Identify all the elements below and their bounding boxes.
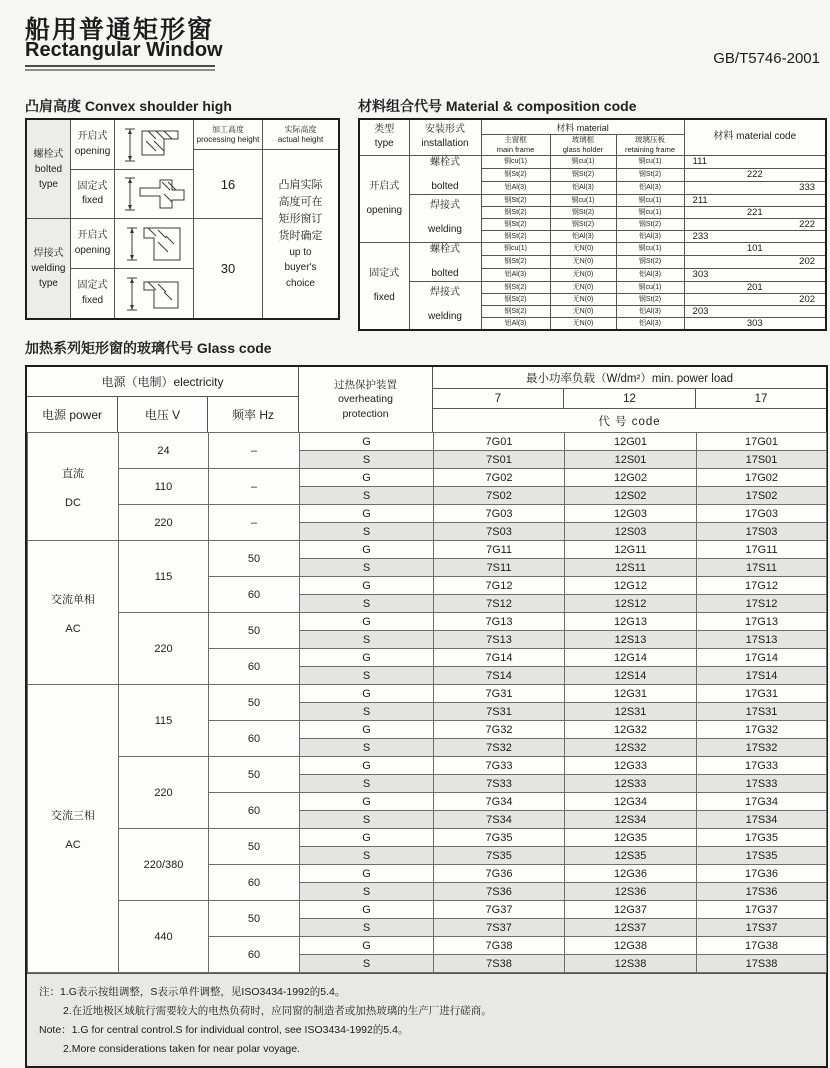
glass-frequency-cell: 60 bbox=[209, 937, 300, 973]
glass-table-body bbox=[28, 433, 827, 973]
glass-code-cell: 7S34 bbox=[434, 811, 565, 829]
glass-code-cell: 17G02 bbox=[697, 469, 827, 487]
glass-header-voltage: 电压 V bbox=[118, 397, 208, 432]
note-cn-2: 2.在近地极区域航行需要较大的电热负荷时，应同窗的制造者或加热玻璃的生产厂进行磋商。 bbox=[63, 1004, 492, 1017]
material-code-cell bbox=[684, 317, 826, 330]
glass-frequency-cell: – bbox=[209, 505, 300, 541]
material-code: 211 bbox=[692, 194, 708, 206]
material-cell: 铜cu(1) bbox=[616, 206, 684, 218]
material-code-cell bbox=[684, 230, 826, 242]
material-code-cell bbox=[684, 194, 826, 206]
glass-code-cell: 7G33 bbox=[434, 757, 565, 775]
material-cell: 无N(0) bbox=[550, 317, 616, 330]
glass-protection-cell: S bbox=[300, 559, 434, 577]
glass-voltage-cell: 115 bbox=[119, 541, 209, 613]
glass-code-cell: 7S36 bbox=[434, 883, 565, 901]
glass-code-cell: 17S11 bbox=[697, 559, 827, 577]
material-code-cell bbox=[684, 206, 826, 218]
material-cell: 铜cu(1) bbox=[550, 194, 616, 206]
material-cell: 钢St(2) bbox=[481, 255, 550, 268]
glass-voltage-cell: 115 bbox=[119, 685, 209, 757]
material-code: 111 bbox=[692, 156, 707, 167]
title-underline bbox=[25, 65, 215, 71]
glass-code-cell: 17G32 bbox=[697, 721, 827, 739]
convex-shoulder-table bbox=[25, 118, 340, 320]
material-cell: 钢St(2) bbox=[616, 218, 684, 230]
glass-code-cell: 7S33 bbox=[434, 775, 565, 793]
glass-code-cell: 17S01 bbox=[697, 451, 827, 469]
material-cell: 钢St(2) bbox=[550, 168, 616, 181]
diagram-cell bbox=[115, 269, 194, 318]
glass-header-min-power-load: 最小功率负载（W/dm²）min. power load bbox=[433, 367, 826, 389]
material-code-cell bbox=[684, 181, 826, 194]
glass-code-cell: 7S01 bbox=[434, 451, 565, 469]
glass-frequency-cell: – bbox=[209, 469, 300, 505]
glass-code-cell: 7G31 bbox=[434, 685, 565, 703]
material-cell: 铝Al(3) bbox=[481, 268, 550, 281]
material-install-cell: 焊接式 welding bbox=[409, 194, 481, 242]
glass-frequency-cell: – bbox=[209, 433, 300, 469]
material-cell: 钢St(2) bbox=[481, 281, 550, 293]
glass-protection-cell: S bbox=[300, 775, 434, 793]
glass-code-cell: 12S03 bbox=[565, 523, 697, 541]
glass-code-cell: 12G37 bbox=[565, 901, 697, 919]
glass-code-cell: 17G38 bbox=[697, 937, 827, 955]
glass-code-cell: 17S14 bbox=[697, 667, 827, 685]
material-cell: 铜cu(1) bbox=[616, 242, 684, 255]
material-code: 202 bbox=[799, 293, 816, 305]
material-cell: 无N(0) bbox=[550, 255, 616, 268]
glass-protection-cell: G bbox=[300, 829, 434, 847]
cross-section-diagram bbox=[118, 172, 190, 216]
glass-protection-cell: G bbox=[300, 649, 434, 667]
glass-code-cell: 7G01 bbox=[434, 433, 565, 451]
material-cell: 铝Al(3) bbox=[616, 268, 684, 281]
glass-code-cell: 7S13 bbox=[434, 631, 565, 649]
glass-code-cell: 17S37 bbox=[697, 919, 827, 937]
glass-code-cell: 17G33 bbox=[697, 757, 827, 775]
glass-header-power: 电源 power bbox=[27, 397, 118, 432]
glass-code-cell: 7G11 bbox=[434, 541, 565, 559]
glass-code-cell: 12G38 bbox=[565, 937, 697, 955]
glass-code-cell: 17S38 bbox=[697, 955, 827, 973]
material-cell: 钢St(2) bbox=[616, 293, 684, 305]
glass-code-cell: 7S02 bbox=[434, 487, 565, 505]
material-cell: 铝Al(3) bbox=[616, 181, 684, 194]
material-header-installation: 安装形式 installation bbox=[409, 119, 481, 155]
glass-power-cell: 交流单相 AC bbox=[28, 541, 119, 685]
material-cell: 钢St(2) bbox=[481, 293, 550, 305]
material-cell: 铜cu(1) bbox=[550, 155, 616, 168]
convex-mode-fixed-1: 固定式 fixed bbox=[71, 170, 115, 219]
glass-protection-cell: S bbox=[300, 487, 434, 505]
glass-protection-cell: S bbox=[300, 739, 434, 757]
glass-code-cell: 12S32 bbox=[565, 739, 697, 757]
glass-frequency-cell: 60 bbox=[209, 865, 300, 901]
material-cell: 铝Al(3) bbox=[550, 181, 616, 194]
glass-code-cell: 17G35 bbox=[697, 829, 827, 847]
material-row bbox=[359, 242, 826, 255]
glass-code-cell: 7S11 bbox=[434, 559, 565, 577]
material-cell: 铝Al(3) bbox=[616, 305, 684, 317]
material-install-cell: 螺栓式 bolted bbox=[409, 155, 481, 194]
note-en-1: Note：1.G for central control.S for individual control, see ISO3434-1992的5.4。 bbox=[39, 1023, 409, 1036]
glass-table-header bbox=[27, 367, 826, 432]
glass-row bbox=[28, 685, 827, 703]
glass-protection-cell: S bbox=[300, 667, 434, 685]
glass-protection-cell: S bbox=[300, 955, 434, 973]
material-cell: 钢St(2) bbox=[616, 255, 684, 268]
glass-code-cell: 12G12 bbox=[565, 577, 697, 595]
notes-box bbox=[27, 973, 826, 1066]
material-table-body bbox=[359, 155, 826, 330]
convex-section-title: 凸肩高度 Convex shoulder high bbox=[25, 98, 232, 114]
material-cell: 无N(0) bbox=[550, 293, 616, 305]
material-install-cell: 螺栓式 bolted bbox=[409, 242, 481, 281]
glass-code-cell: 7S03 bbox=[434, 523, 565, 541]
glass-protection-cell: S bbox=[300, 595, 434, 613]
convex-type-welding: 焊接式 welding type bbox=[27, 219, 71, 318]
convex-mode-fixed-2: 固定式 fixed bbox=[71, 269, 115, 318]
glass-protection-cell: G bbox=[300, 865, 434, 883]
glass-code-table bbox=[25, 365, 828, 1068]
material-code: 303 bbox=[692, 269, 709, 280]
cross-section-diagram bbox=[118, 272, 190, 316]
glass-voltage-cell: 220/380 bbox=[119, 829, 209, 901]
material-code: 221 bbox=[746, 206, 763, 218]
material-code: 203 bbox=[692, 305, 709, 317]
glass-code-cell: 7G12 bbox=[434, 577, 565, 595]
material-code-cell bbox=[684, 305, 826, 317]
glass-code-cell: 12S37 bbox=[565, 919, 697, 937]
glass-protection-cell: G bbox=[300, 793, 434, 811]
material-cell: 钢St(2) bbox=[481, 218, 550, 230]
glass-protection-cell: G bbox=[300, 937, 434, 955]
glass-code-cell: 7G32 bbox=[434, 721, 565, 739]
convex-col-processing-height: 加工高度 processing height bbox=[194, 120, 263, 150]
material-row bbox=[359, 155, 826, 168]
glass-code-cell: 17S32 bbox=[697, 739, 827, 757]
glass-code-cell: 17S02 bbox=[697, 487, 827, 505]
glass-frequency-cell: 50 bbox=[209, 685, 300, 721]
material-code-cell bbox=[684, 242, 826, 255]
material-code-cell bbox=[684, 255, 826, 268]
cross-section-diagram bbox=[118, 222, 190, 266]
glass-section-title: 加热系列矩形窗的玻璃代号 Glass code bbox=[25, 340, 272, 356]
material-code-cell bbox=[684, 281, 826, 293]
glass-protection-cell: S bbox=[300, 523, 434, 541]
glass-protection-cell: G bbox=[300, 541, 434, 559]
material-header-glass-holder: 玻璃框 glass holder bbox=[550, 135, 616, 156]
material-type-cell: 固定式 fixed bbox=[359, 242, 409, 330]
glass-code-cell: 7G36 bbox=[434, 865, 565, 883]
material-header-type: 类型 type bbox=[359, 119, 409, 155]
glass-frequency-cell: 60 bbox=[209, 793, 300, 829]
glass-code-cell: 17G01 bbox=[697, 433, 827, 451]
glass-protection-cell: G bbox=[300, 757, 434, 775]
convex-value-bolted: 16 bbox=[194, 150, 263, 219]
glass-row bbox=[28, 433, 827, 451]
material-cell: 铜cu(1) bbox=[616, 155, 684, 168]
convex-value-welding: 30 bbox=[194, 219, 263, 318]
glass-code-cell: 12G13 bbox=[565, 613, 697, 631]
glass-code-cell: 7S12 bbox=[434, 595, 565, 613]
material-header-material: 材料 material bbox=[481, 119, 684, 135]
material-cell: 铝Al(3) bbox=[616, 230, 684, 242]
material-row bbox=[359, 194, 826, 206]
material-header-retaining-frame: 玻璃压板 retaining frame bbox=[616, 135, 684, 156]
glass-header-electricity: 电源（电制）electricity bbox=[27, 367, 299, 397]
glass-code-cell: 7G02 bbox=[434, 469, 565, 487]
glass-voltage-cell: 220 bbox=[119, 757, 209, 829]
glass-code-cell: 12G33 bbox=[565, 757, 697, 775]
material-code: 303 bbox=[746, 317, 763, 329]
glass-code-cell: 17G31 bbox=[697, 685, 827, 703]
glass-row bbox=[28, 469, 827, 487]
glass-code-cell: 12S14 bbox=[565, 667, 697, 685]
glass-protection-cell: G bbox=[300, 613, 434, 631]
glass-voltage-cell: 110 bbox=[119, 469, 209, 505]
glass-code-cell: 7S32 bbox=[434, 739, 565, 757]
glass-row bbox=[28, 829, 827, 847]
material-cell: 无N(0) bbox=[550, 281, 616, 293]
diagram-cell bbox=[115, 219, 194, 269]
glass-code-cell: 12S35 bbox=[565, 847, 697, 865]
glass-header-code-label: 代 号 code bbox=[598, 415, 661, 428]
convex-mode-opening-2: 开启式 opening bbox=[71, 219, 115, 269]
glass-code-cell: 17G34 bbox=[697, 793, 827, 811]
material-cell: 铝Al(3) bbox=[481, 317, 550, 330]
glass-code-cell: 17S35 bbox=[697, 847, 827, 865]
material-code: 201 bbox=[746, 281, 763, 293]
glass-code-cell: 17G14 bbox=[697, 649, 827, 667]
material-cell: 无N(0) bbox=[550, 242, 616, 255]
material-code-cell bbox=[684, 155, 826, 168]
glass-row bbox=[28, 901, 827, 919]
glass-row bbox=[28, 541, 827, 559]
glass-header-load-7: 7 bbox=[433, 389, 564, 409]
glass-code-cell: 7G14 bbox=[434, 649, 565, 667]
glass-code-cell: 12G31 bbox=[565, 685, 697, 703]
glass-code-cell: 7S14 bbox=[434, 667, 565, 685]
glass-frequency-cell: 60 bbox=[209, 721, 300, 757]
note-en-2: 2.More considerations taken for near polar voyage. bbox=[63, 1042, 300, 1055]
glass-protection-cell: S bbox=[300, 847, 434, 865]
glass-protection-cell: G bbox=[300, 685, 434, 703]
glass-header-load-12: 12 bbox=[564, 389, 696, 409]
material-cell: 钢St(2) bbox=[616, 168, 684, 181]
glass-code-cell: 7G13 bbox=[434, 613, 565, 631]
material-code: 222 bbox=[746, 169, 763, 180]
glass-protection-cell: G bbox=[300, 577, 434, 595]
convex-mode-opening-1: 开启式 opening bbox=[71, 120, 115, 170]
glass-protection-cell: G bbox=[300, 469, 434, 487]
glass-frequency-cell: 50 bbox=[209, 829, 300, 865]
glass-header-frequency: 频率 Hz bbox=[208, 397, 299, 432]
convex-type-bolted: 螺栓式 bolted type bbox=[27, 120, 71, 219]
glass-protection-cell: S bbox=[300, 451, 434, 469]
glass-code-cell: 7G03 bbox=[434, 505, 565, 523]
diagram-cell bbox=[115, 170, 194, 219]
glass-code-cell: 12G11 bbox=[565, 541, 697, 559]
material-code: 222 bbox=[799, 218, 816, 230]
material-code-cell bbox=[684, 168, 826, 181]
glass-header-load-17: 17 bbox=[696, 389, 826, 409]
glass-row bbox=[28, 613, 827, 631]
material-cell: 无N(0) bbox=[550, 305, 616, 317]
glass-code-cell: 12S02 bbox=[565, 487, 697, 505]
material-code: 333 bbox=[799, 182, 816, 193]
note-cn-1: 注：1.G表示按组调整，S表示单件调整，见ISO3434-1992的5.4。 bbox=[39, 986, 346, 998]
glass-code-cell: 12G02 bbox=[565, 469, 697, 487]
material-type-cell: 开启式 opening bbox=[359, 155, 409, 242]
glass-voltage-cell: 24 bbox=[119, 433, 209, 469]
diagram-cell bbox=[115, 120, 194, 170]
material-code-cell bbox=[684, 293, 826, 305]
material-cell: 铝Al(3) bbox=[616, 317, 684, 330]
glass-code-cell: 12S13 bbox=[565, 631, 697, 649]
material-cell: 无N(0) bbox=[550, 268, 616, 281]
material-code-cell bbox=[684, 268, 826, 281]
glass-power-cell: 交流三相 AC bbox=[28, 685, 119, 973]
material-cell: 铜cu(1) bbox=[616, 194, 684, 206]
glass-code-cell: 12S34 bbox=[565, 811, 697, 829]
material-cell: 铜cu(1) bbox=[481, 155, 550, 168]
convex-col-actual-height: 实际高度 actual height bbox=[263, 120, 338, 150]
convex-actual-height-note: 凸肩实际 高度可在 矩形窗订 货时确定 up to buyer's choice bbox=[278, 178, 323, 289]
glass-code-cell: 7G38 bbox=[434, 937, 565, 955]
glass-code-cell: 17S31 bbox=[697, 703, 827, 721]
glass-code-cell: 7S37 bbox=[434, 919, 565, 937]
glass-code-cell: 12S31 bbox=[565, 703, 697, 721]
material-header-code: 材料 material code bbox=[684, 119, 826, 155]
glass-protection-cell: G bbox=[300, 433, 434, 451]
glass-code-cell: 12G01 bbox=[565, 433, 697, 451]
glass-protection-cell: S bbox=[300, 631, 434, 649]
material-cell: 钢St(2) bbox=[481, 206, 550, 218]
material-code: 233 bbox=[692, 230, 709, 242]
glass-voltage-cell: 440 bbox=[119, 901, 209, 973]
glass-frequency-cell: 60 bbox=[209, 577, 300, 613]
material-cell: 钢St(2) bbox=[481, 194, 550, 206]
glass-protection-cell: S bbox=[300, 919, 434, 937]
material-header-main-frame: 主窗框 main frame bbox=[481, 135, 550, 156]
glass-code-cell: 17G11 bbox=[697, 541, 827, 559]
glass-voltage-cell: 220 bbox=[119, 613, 209, 685]
glass-code-cell: 7S31 bbox=[434, 703, 565, 721]
material-code: 202 bbox=[799, 256, 816, 267]
material-cell: 铜cu(1) bbox=[616, 281, 684, 293]
glass-code-cell: 7G34 bbox=[434, 793, 565, 811]
material-cell: 钢St(2) bbox=[481, 168, 550, 181]
glass-protection-cell: S bbox=[300, 883, 434, 901]
glass-voltage-cell: 220 bbox=[119, 505, 209, 541]
glass-code-cell: 12S11 bbox=[565, 559, 697, 577]
glass-frequency-cell: 50 bbox=[209, 613, 300, 649]
glass-code-cell: 12G36 bbox=[565, 865, 697, 883]
material-code-cell bbox=[684, 218, 826, 230]
glass-code-cell: 17S03 bbox=[697, 523, 827, 541]
glass-frequency-cell: 60 bbox=[209, 649, 300, 685]
glass-code-cell: 17S36 bbox=[697, 883, 827, 901]
material-row bbox=[359, 281, 826, 293]
glass-row bbox=[28, 757, 827, 775]
material-cell: 钢St(2) bbox=[481, 305, 550, 317]
material-cell: 钢St(2) bbox=[481, 230, 550, 242]
glass-code-cell: 12G14 bbox=[565, 649, 697, 667]
glass-code-cell: 12S01 bbox=[565, 451, 697, 469]
glass-code-cell: 17G13 bbox=[697, 613, 827, 631]
material-section-title: 材料组合代号 Material & composition code bbox=[358, 98, 637, 114]
material-code: 101 bbox=[746, 243, 763, 254]
page-title-en: Rectangular Window bbox=[25, 39, 223, 61]
cross-section-diagram bbox=[118, 123, 190, 167]
glass-code-cell: 17G03 bbox=[697, 505, 827, 523]
glass-protection-cell: S bbox=[300, 811, 434, 829]
glass-protection-cell: S bbox=[300, 703, 434, 721]
material-cell: 铝Al(3) bbox=[550, 230, 616, 242]
glass-code-cell: 12S12 bbox=[565, 595, 697, 613]
glass-code-cell: 17S13 bbox=[697, 631, 827, 649]
glass-protection-cell: G bbox=[300, 901, 434, 919]
glass-code-cell: 12G03 bbox=[565, 505, 697, 523]
glass-frequency-cell: 50 bbox=[209, 541, 300, 577]
glass-code-cell: 12G34 bbox=[565, 793, 697, 811]
material-composition-table bbox=[358, 118, 827, 331]
glass-row bbox=[28, 505, 827, 523]
glass-code-cell: 17G12 bbox=[697, 577, 827, 595]
glass-code-cell: 7S38 bbox=[434, 955, 565, 973]
material-cell: 铜cu(1) bbox=[481, 242, 550, 255]
glass-code-cell: 17S12 bbox=[697, 595, 827, 613]
glass-code-cell: 7G37 bbox=[434, 901, 565, 919]
glass-power-cell: 直流 DC bbox=[28, 433, 119, 541]
glass-code-cell: 12S33 bbox=[565, 775, 697, 793]
glass-frequency-cell: 50 bbox=[209, 757, 300, 793]
glass-code-cell: 17S33 bbox=[697, 775, 827, 793]
page-title-cn: 船用普通矩形窗 bbox=[25, 16, 215, 44]
glass-code-cell: 17G36 bbox=[697, 865, 827, 883]
material-cell: 钢St(2) bbox=[550, 206, 616, 218]
standard-number: GB/T5746-2001 bbox=[713, 50, 820, 67]
glass-protection-cell: G bbox=[300, 505, 434, 523]
glass-code-cell: 12S38 bbox=[565, 955, 697, 973]
glass-code-cell: 17G37 bbox=[697, 901, 827, 919]
material-cell: 钢St(2) bbox=[550, 218, 616, 230]
material-install-cell: 焊接式 welding bbox=[409, 281, 481, 330]
glass-code-cell: 7G35 bbox=[434, 829, 565, 847]
glass-code-cell: 12G35 bbox=[565, 829, 697, 847]
glass-frequency-cell: 50 bbox=[209, 901, 300, 937]
glass-code-cell: 17S34 bbox=[697, 811, 827, 829]
glass-header-overheating-protection: 过热保护装置 overheating protection bbox=[299, 367, 433, 432]
glass-code-cell: 12G32 bbox=[565, 721, 697, 739]
glass-code-cell: 7S35 bbox=[434, 847, 565, 865]
glass-code-cell: 12S36 bbox=[565, 883, 697, 901]
glass-protection-cell: G bbox=[300, 721, 434, 739]
material-cell: 铝Al(3) bbox=[481, 181, 550, 194]
